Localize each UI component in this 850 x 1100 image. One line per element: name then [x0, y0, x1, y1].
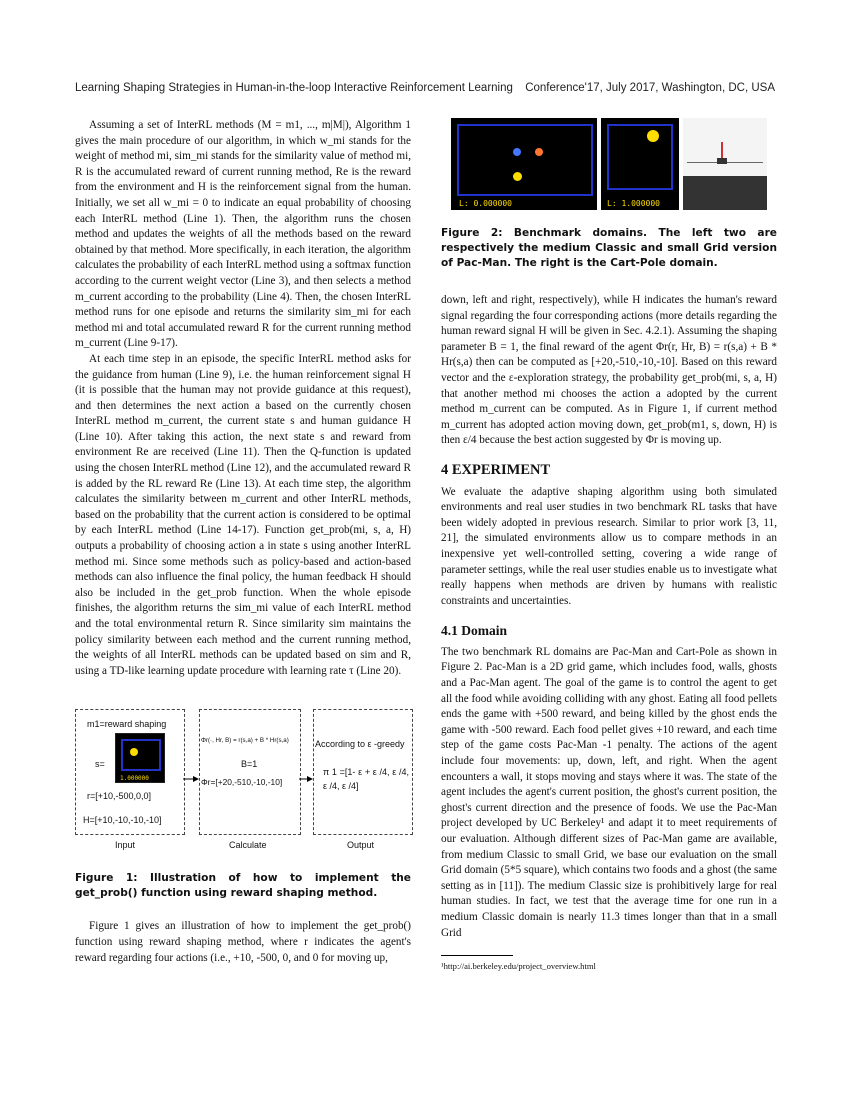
left-column: [75, 118, 411, 966]
pacman-medium-classic: [451, 118, 597, 210]
b-param: B=1: [241, 759, 258, 770]
figure-1-arrows: [75, 697, 411, 857]
paragraph: Assuming a set of InterRL methods (M = m1, ..., m|M|), Algorithm 1 gives the main procedure of our algorithm, in which w_mi stands for the weight of method mi, sim_mi stands for the similarity value of method mi, R is the accumulated reward of current running method, Re is the reward from the environment and H is the reinforcement signal from the human. Initially, we set all w_mi = 0 to indicate an equal probability of choosing each InterRL method (Line 1). Then, the algorithm runs the chosen method and updates the weights of all the methods based on the reward obtained by that method. More specifically, in each iteration, the algorithm calculates the probability of each InterRL method using a softmax function according to the current weight vector (Line 3), and then selects a method m_current according to the probability (Line 4). Then, the chosen InterRL method runs for one episode and returns the similarity sim_mi for each method mi and total accumulated reward R for the current running method m_current (Line 9-17).: [75, 119, 411, 350]
figure-2: [441, 118, 777, 214]
pacman-small-grid: [601, 118, 679, 210]
mini-score: 1.000000: [120, 775, 149, 783]
reward-vector: r=[+10,-500,0,0]: [87, 791, 152, 802]
figure-2-caption: Figure 2: Benchmark domains. The left two are respectively the medium Classic and small Grid version of Pac-Man. The right is the Cart-Pole domain.: [441, 227, 777, 269]
right-column: [441, 118, 777, 975]
label-input: Input: [115, 840, 136, 851]
maze-wall: [607, 124, 673, 190]
label-output: Output: [347, 840, 375, 851]
input-title: m1=reward shaping: [87, 719, 167, 730]
paragraph: Figure 1 gives an illustration of how to implement the get_prob() function using reward shaping method, where r indicates the agent's reward regarding four actions (i.e., +10, -500, 0, and 0 for moving up,: [75, 920, 411, 964]
score-readout: L: 1.000000: [607, 199, 660, 208]
ghost-icon: [513, 148, 521, 156]
cart-pole-domain: [683, 118, 767, 210]
figure-1-caption: Figure 1: Illustration of how to implement the get_prob() function using reward shaping method.: [75, 872, 411, 900]
human-vector: H=[+10,-10,-10,-10]: [83, 815, 162, 826]
arrowhead: [193, 776, 199, 782]
arrowhead: [307, 776, 313, 782]
cart: [717, 158, 727, 164]
paragraph: At each time step in an episode, the specific InterRL method asks for the guidance from human (Line 9), i.e. the human reinforcement signal H (it is possible that the human may not provide guidance at this request), and then determines the next action a based on the currently chosen InterRL method m_current, the current state s and human guidance H (Line 10). After taking this action, the next state s and reward from environment Re are received (Line 11). Then the Q-function is updated using the chosen InterRL method (Line 12), and the accumulated reward R is added by the RL reward Re (Line 13). At each time step, the algorithm calculates the similarity between m_current and other InterRL methods, based on the probability that the current action is considered to be optimal by each InterRL method (Line 14-17). Function get_prob(mi, s, a, H) outputs a probability of choosing action a in state s using another InterRL method mi. Since some methods such as policy-based and action-based methods can also influence the final policy, the human feedback H should also be included in the get_prob function. When the whole episode finishes, the algorithm returns the sim_mi value of each InterRL method and the total environmental return R. Since similarity sim maintains the policy similarity between each method and the current running method, the weights of all InterRL methods can be updated based on sim and R, using a TD-like learning update procedure with learning rate τ (Line 20).: [75, 352, 411, 677]
score-readout: L: 0.000000: [459, 199, 512, 208]
maze-wall: [457, 124, 593, 196]
figure-1: [75, 697, 411, 857]
pacman-icon: [513, 172, 522, 181]
phi-vector: Φr=[+20,-510,-10,-10]: [201, 777, 283, 788]
section-heading: 4 EXPERIMENT: [441, 461, 551, 478]
pacman-icon: [647, 130, 659, 142]
footnote: ¹http://ai.berkeley.edu/project_overview.html: [441, 961, 596, 972]
header-venue: Conference'17, July 2017, Washington, DC, USA: [525, 82, 775, 94]
state-label: s=: [95, 759, 105, 770]
label-calculate: Calculate: [229, 840, 267, 851]
output-title: According to ε -greedy: [315, 739, 405, 750]
header-title: Learning Shaping Strategies in Human-in-the-loop Interactive Reinforcement Learning: [75, 82, 513, 94]
footnote-rule: [441, 955, 596, 975]
policy-vector: π 1 =[1- ε + ε /4, ε /4, ε /4, ε /4]: [323, 767, 409, 792]
console-panel: [683, 176, 767, 210]
subsection-heading: 4.1 Domain: [441, 623, 508, 639]
running-header: [75, 82, 775, 94]
paragraph: down, left and right, respectively), while H indicates the human's reward signal regarding the four corresponding actions (more details regarding the human reward signal H will be given in Sec. 4.2.1). Assuming the shaping parameter B = 1, the final reward of the agent Φr(r, Hr, B) = r(s,a) + B * Hr(s,a) then can be computed as [+20,-510,-10,-10]. Based on this reward vector and the ε-exploration strategy, the probability get_prob(mi, s, a, H) that another method mi chooses the action a adopted by the current method m_current can be computed. As in Figure 1, if current method m_current has adopted action moving down, get_prob(m1, s, down, H) is then ε/4 because the best action suggested by Φr is moving up.: [441, 294, 777, 447]
paragraph: The two benchmark RL domains are Pac-Man and Cart-Pole as shown in Figure 2. Pac-Man is a 2D grid game, which includes food, walls, ghosts and a Pac-Man agent. The goal of the game is to control the agent to get all the food while avoiding colliding with any ghost. Eating all food pellets ends the game with +500 reward, and being killed by the ghost ends the game with -500 reward. Each food pellet gives +10 reward, and each time step of the game costs Pac-Man -1 penalty. The actions of the agent include four movements: up, down, left, and right. When the agent encounters a wall, it stops moving and stays where it was. The state of the agent includes the agent's current position, the ghost's current position, the ghost's current direction and the presence of foods. We use the Pac-Man project developed by UC Berkeley¹ and adapt it to meet requirements of our evaluation. Although different sizes of Pac-Man game are available, from medium Classic to small Grid, we base our evaluation on the small Grid domain (5*5 square), which contains two foods and a ghost (the same setting as in [11]). The medium Classic size is prohibitively large for real human studies. In fact, we test that the average time for one run in a medium Classic domain is nearly 11.3 times longer than that in a small Grid: [441, 645, 777, 939]
ghost-icon: [535, 148, 543, 156]
paragraph: We evaluate the adaptive shaping algorithm using both simulated environments and real user studies in two benchmark RL tasks that have been widely adopted in previous research. Similar to prior work [3, 11, 21], the simulated environments allow us to compare methods in an inexpensive yet well-controlled setting, covering a wide range of parameter settings, while the real user studies enable us to investigate what really happens when methods are driven by humans with realistic constraints and uncertainties.: [441, 485, 777, 607]
shaping-formula: Φr(·, Hr, B) = r(s,a) + B * Hr(s,a): [201, 737, 289, 745]
